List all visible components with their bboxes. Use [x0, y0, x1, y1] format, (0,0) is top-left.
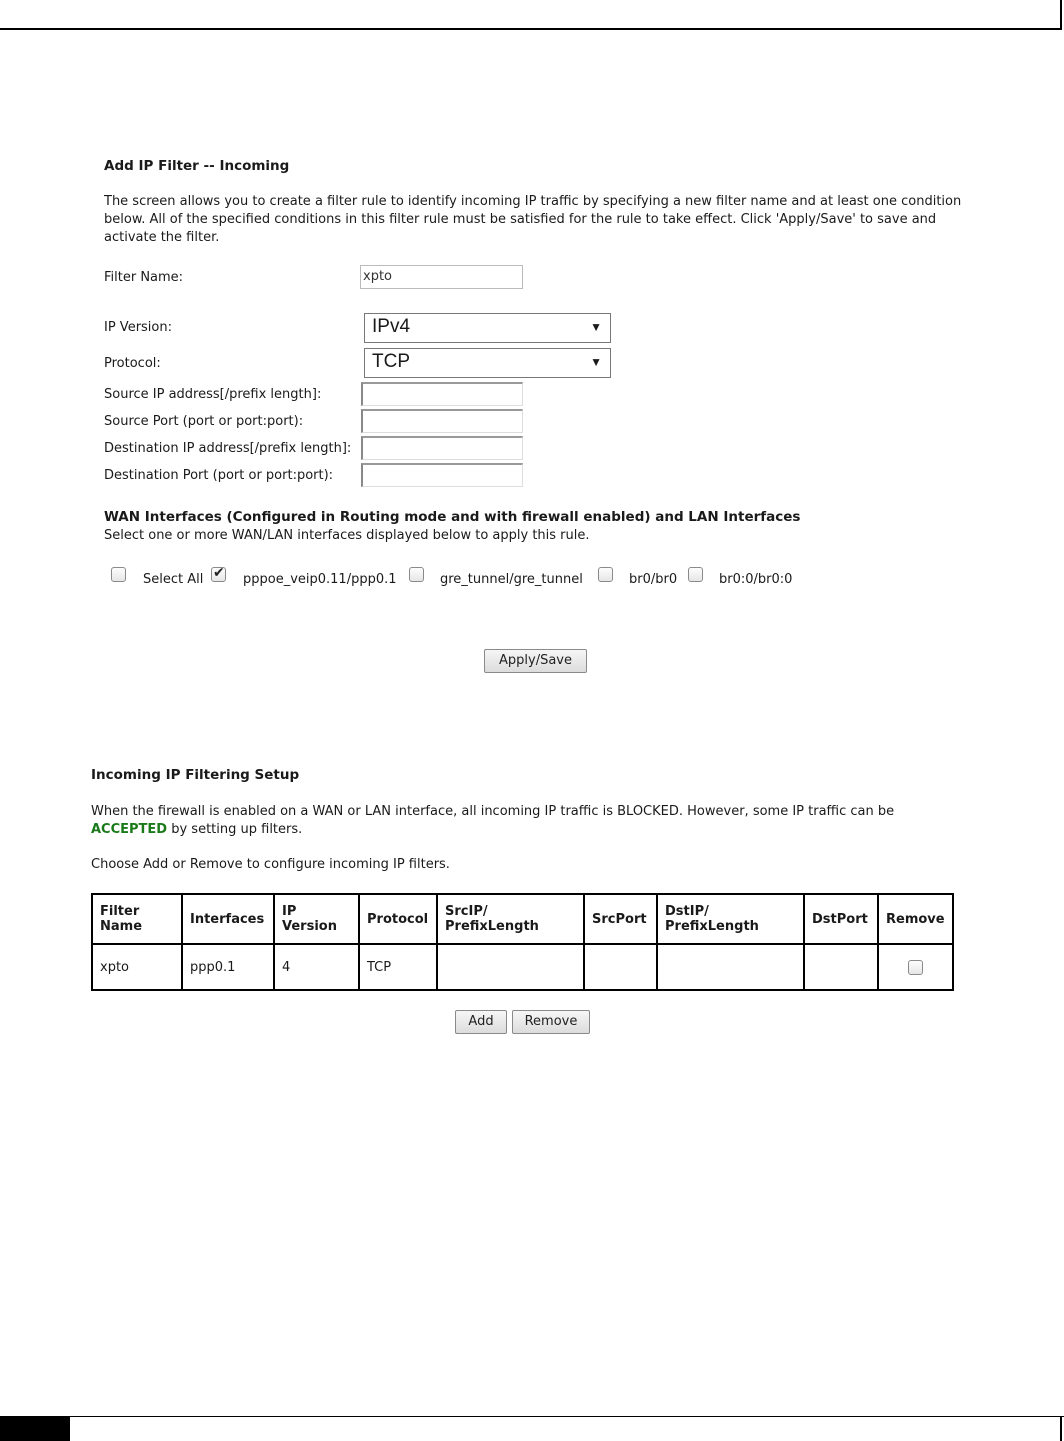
add-filter-description: The screen allows you to create a filter rule to identify incoming IP traffic by specifying a new filter name and at least one condition below. All of the specified conditions in this filter rule must be satisfied for the rule to take effect. Click 'Apply/Save' to save and activate the filter.: [104, 194, 962, 245]
table-row: [92, 944, 953, 990]
destination-port-input[interactable]: [361, 463, 523, 487]
pppoe-checkbox[interactable]: [211, 567, 226, 582]
filters-table: [91, 893, 954, 991]
header-dstip: DstIP/ PrefixLength: [657, 894, 804, 944]
destination-ip-input[interactable]: [361, 436, 523, 460]
ip-version-label: IP Version:: [104, 320, 172, 335]
select-all-checkbox[interactable]: [111, 567, 126, 582]
gre-tunnel-label: gre_tunnel/gre_tunnel: [440, 572, 583, 587]
setup-description-text-2: by setting up filters.: [167, 822, 303, 837]
interfaces-title: WAN Interfaces (Configured in Routing mode and with firewall enabled) and LAN Interfaces: [104, 509, 801, 525]
protocol-value: TCP: [372, 351, 410, 372]
filter-name-input[interactable]: xpto: [360, 265, 523, 289]
header-remove: Remove: [878, 894, 953, 944]
cell-dstip: [657, 944, 804, 990]
destination-port-label: Destination Port (port or port:port):: [104, 468, 334, 483]
remove-button[interactable]: Remove: [512, 1010, 590, 1034]
protocol-select[interactable]: [364, 348, 611, 378]
br0-checkbox[interactable]: [598, 567, 613, 582]
setup-description-text: When the firewall is enabled on a WAN or LAN interface, all incoming IP traffic is BLOCKED. However, some IP traffic can be: [91, 804, 895, 819]
setup-title: Incoming IP Filtering Setup: [91, 767, 300, 783]
cell-filter-name: xpto: [92, 944, 182, 990]
source-port-input[interactable]: [361, 409, 523, 433]
remove-row-checkbox[interactable]: [908, 960, 923, 975]
setup-description: [91, 803, 961, 839]
select-all-label: Select All: [143, 572, 204, 587]
header-filter-name: Filter Name: [92, 894, 182, 944]
cell-dstport: [804, 944, 878, 990]
header-dstport: DstPort: [804, 894, 878, 944]
page-number-block: [0, 1417, 70, 1441]
ip-version-value: IPv4: [372, 316, 411, 337]
page-bottom-frame: [0, 1416, 1064, 1441]
cell-srcip: [437, 944, 584, 990]
header-srcip: SrcIP/ PrefixLength: [437, 894, 584, 944]
header-interfaces: Interfaces: [182, 894, 274, 944]
apply-save-button[interactable]: Apply/Save: [484, 649, 587, 673]
br0-0-checkbox[interactable]: [688, 567, 703, 582]
cell-srcport: [584, 944, 657, 990]
dropdown-arrow-icon: ▼: [590, 355, 602, 369]
cell-protocol: TCP: [359, 944, 437, 990]
destination-ip-label: Destination IP address[/prefix length]:: [104, 441, 352, 456]
source-ip-label: Source IP address[/prefix length]:: [104, 387, 322, 402]
cell-ip-version: 4: [274, 944, 359, 990]
dropdown-arrow-icon: ▼: [590, 320, 602, 334]
add-button[interactable]: Add: [455, 1010, 507, 1034]
filter-name-label: Filter Name:: [104, 270, 184, 285]
cell-remove: [878, 944, 953, 990]
header-protocol: Protocol: [359, 894, 437, 944]
ip-version-select[interactable]: [364, 313, 611, 343]
add-filter-title: Add IP Filter -- Incoming: [104, 158, 290, 174]
source-ip-input[interactable]: [361, 382, 523, 406]
accepted-text: ACCEPTED: [91, 822, 168, 837]
header-ip-version: IP Version: [274, 894, 359, 944]
protocol-label: Protocol:: [104, 356, 161, 371]
interfaces-hint: Select one or more WAN/LAN interfaces displayed below to apply this rule.: [104, 528, 590, 543]
page-top-frame: [0, 0, 1062, 30]
header-srcport: SrcPort: [584, 894, 657, 944]
pppoe-label: pppoe_veip0.11/ppp0.1: [243, 572, 397, 587]
cell-interfaces: ppp0.1: [182, 944, 274, 990]
table-header-row: [92, 894, 953, 944]
br0-0-label: br0:0/br0:0: [719, 572, 793, 587]
choose-text: Choose Add or Remove to configure incoming IP filters.: [91, 857, 450, 872]
gre-tunnel-checkbox[interactable]: [409, 567, 424, 582]
br0-label: br0/br0: [629, 572, 678, 587]
source-port-label: Source Port (port or port:port):: [104, 414, 304, 429]
